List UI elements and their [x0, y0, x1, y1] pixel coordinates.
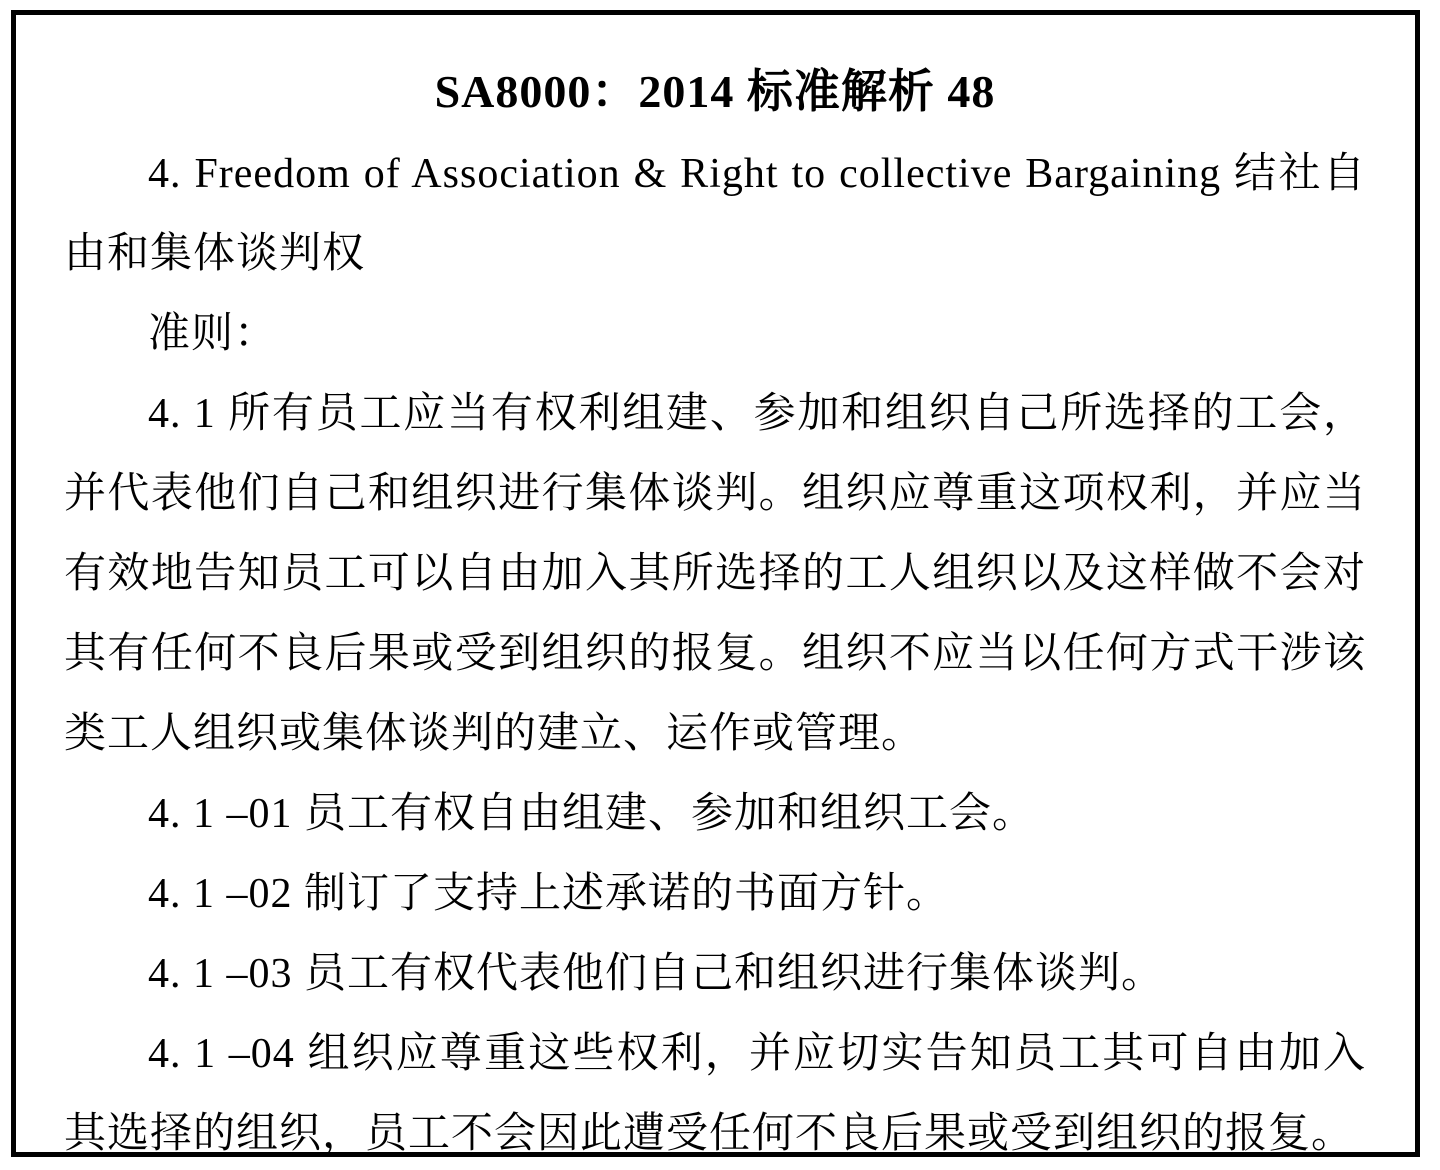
document-content [32, 30, 1390, 1157]
paragraph-freedom-of-association-heading: 4. Freedom of Association & Right to collective Bargaining 结社自由和集体谈判权 [64, 151, 1366, 277]
paragraph-clause-4-1-03: 4. 1 –03 员工有权代表他们自己和组织进行集体谈判。 [148, 951, 1165, 997]
paragraph-clause-4-1: 4. 1 所有员工应当有权利组建、参加和组织自己所选择的工会，并代表他们自己和组织进行集体谈判。组织应尊重这项权利，并应当有效地告知员工可以自由加入其所选择的工人组织以及这样做不会对其有任何不良后果或受到组织的报复。组织不应当以任何方式干涉该类工人组织或集体谈判的建立、运作或管理。 [64, 391, 1366, 757]
paragraph-clause-4-1-01: 4. 1 –01 员工有权自由组建、参加和组织工会。 [148, 791, 1036, 837]
document-title: SA8000：2014 标准解析 48 [434, 66, 996, 117]
paragraph-criteria-label: 准则： [148, 311, 278, 357]
page-border-frame [11, 10, 1420, 1157]
paragraph-clause-4-1-02: 4. 1 –02 制订了支持上述承诺的书面方针。 [148, 871, 950, 917]
paragraph-clause-4-1-04: 4. 1 –04 组织应尊重这些权利，并应切实告知员工其可自由加入其选择的组织，员工不会因此遭受任何不良后果或受到组织的报复。 [64, 1031, 1366, 1157]
